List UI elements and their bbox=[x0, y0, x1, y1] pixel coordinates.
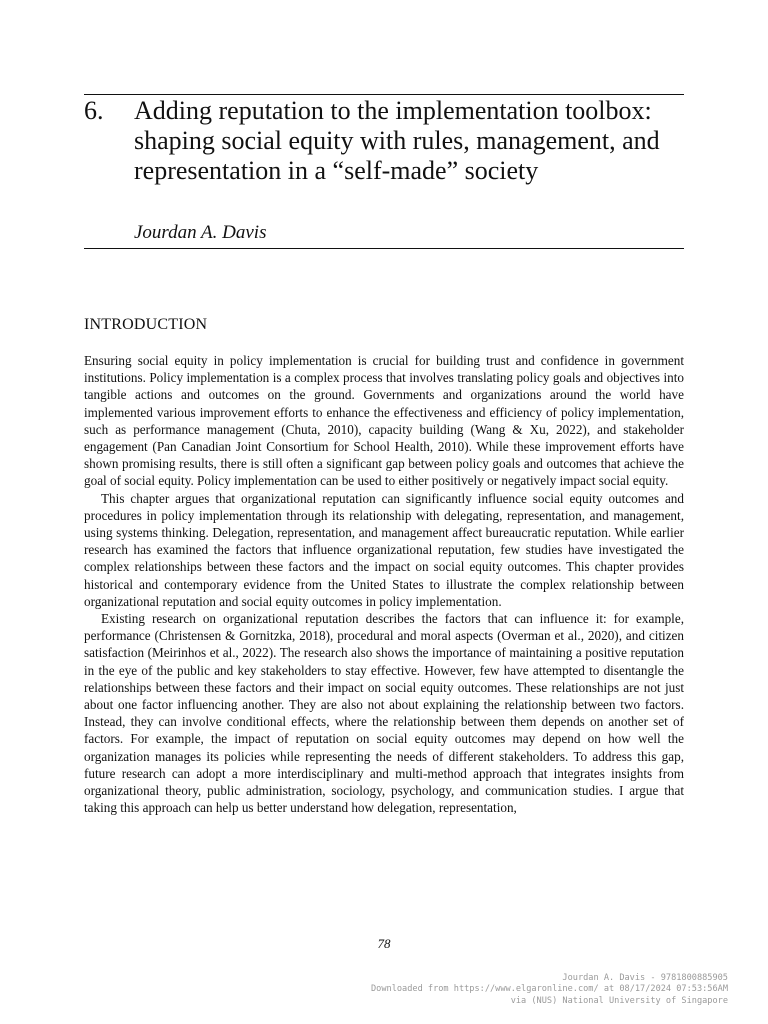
footer-line-author: Jourdan A. Davis - 9781800885905 bbox=[562, 973, 728, 983]
top-rule bbox=[84, 94, 684, 95]
paragraph-3: Existing research on organizational reputation describes the factors that can influence it: for example, performance (Christensen & Gornitzka, 2018), procedural and moral aspects (Overman et al., 2020), and citizen satisfaction (Meirinhos et al., 2022). The research also shows the importance of maintaining a positive reputation in the eye of the public and key stakeholders to stay effective. However, few have attempted to disentangle the relationships between these factors and their impact on social equity outcomes. These relationships are not just about one factor influencing another. They are also not about explaining the relationship between two factors. Instead, they can involve conditional effects, where the relationship between them depends on another set of factors. For example, the impact of reputation on social equity outcomes may depend on how well the organization manages its policies while representing the needs of different stakeholders. To address this gap, future research can adopt a more interdisciplinary and multi-method approach that integrates insights from organizational theory, public administration, sociology, psychology, and communication studies. I argue that taking this approach can help us better understand how delegation, representation, bbox=[84, 611, 684, 816]
paragraph-1: Ensuring social equity in policy implementation is crucial for building trust and confidence in government institutions. Policy implementation is a complex process that involves translating policy goals and objectives into tangible actions and outcomes on the ground. Governments and organizations around the world have implemented various improvement efforts to enhance the effectiveness and efficiency of policy implementation, such as performance management (Chuta, 2010), capacity building (Wang & Xu, 2022), and stakeholder engagement (Pan Canadian Joint Consortium for School Health, 2010). While these improvement efforts have shown promising results, there is still often a significant gap between policy goals and outcomes that achieve the goal of social equity. Policy implementation can be used to either positively or negatively impact social equity. bbox=[84, 353, 684, 489]
chapter-title: Adding reputation to the implementation toolbox: shaping social equity with rules, management, and representation in a “self-made” society bbox=[134, 96, 660, 185]
body-text bbox=[84, 352, 684, 816]
footer-line-download: Downloaded from https://www.elgaronline.com/ at 08/17/2024 07:53:56AM bbox=[371, 984, 728, 995]
chapter-author: Jourdan A. Davis bbox=[134, 222, 267, 243]
bottom-rule bbox=[84, 248, 684, 249]
chapter-number: 6. bbox=[84, 96, 104, 125]
section-heading: INTRODUCTION bbox=[84, 316, 208, 333]
paragraph-2: This chapter argues that organizational reputation can significantly influence social equity outcomes and procedures in policy implementation through its relationship with delegating, representation, and management, using systems thinking. Delegation, representation, and management affect bureaucratic reputation. While earlier research has examined the factors that influence organizational reputation, few studies have investigated the complex relationships between these factors and the impact on social equity outcomes. This chapter provides historical and contemporary evidence from the United States to illustrate the complex relationship between organizational reputation and social equity outcomes in policy implementation. bbox=[84, 490, 684, 609]
page-number: 78 bbox=[377, 936, 391, 951]
download-footer bbox=[371, 973, 728, 1007]
footer-line-institution: via (NUS) National University of Singapore bbox=[510, 995, 728, 1006]
